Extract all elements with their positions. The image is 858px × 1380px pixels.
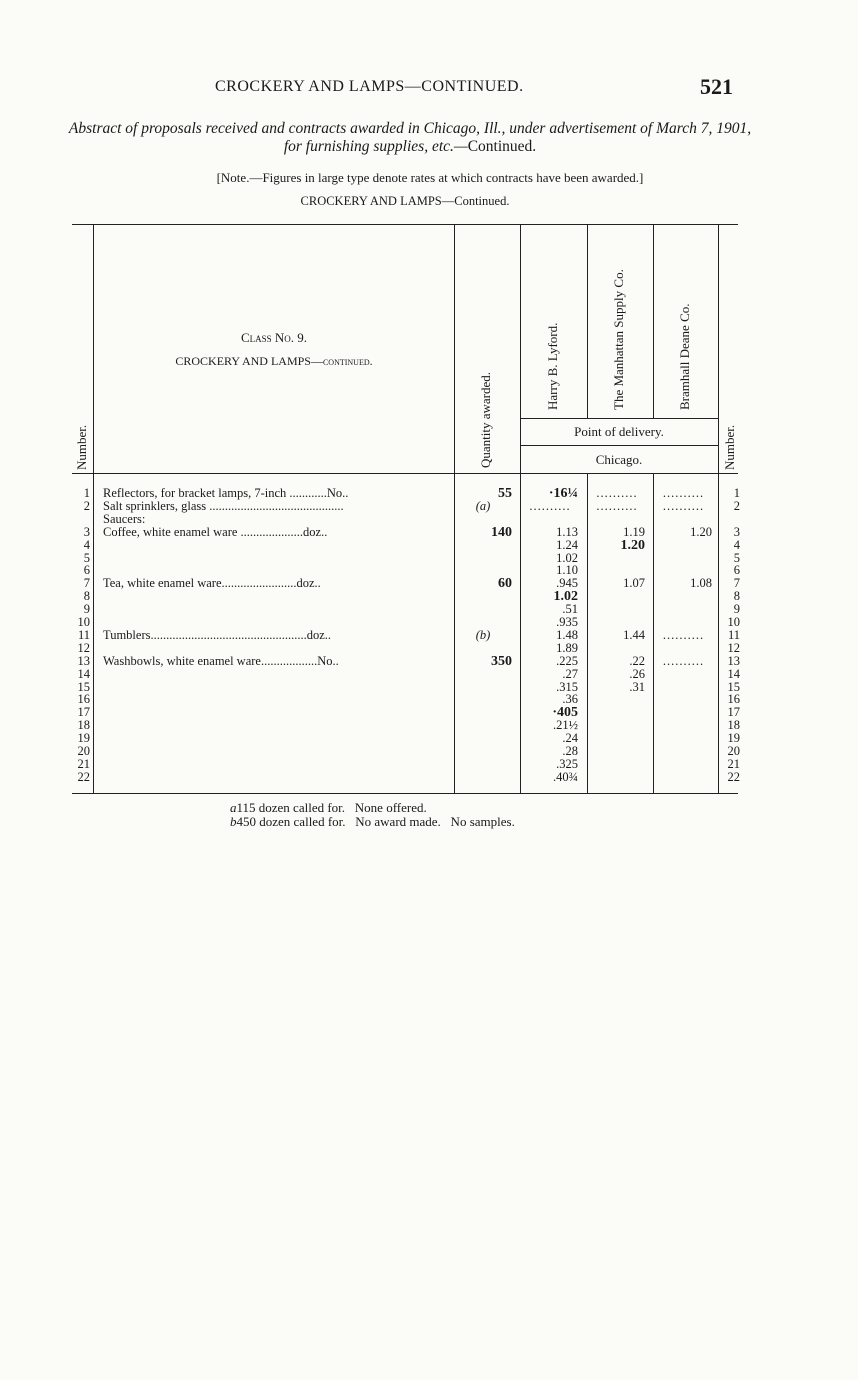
col-divider: [93, 224, 94, 793]
row-number-right: 15: [727, 679, 740, 694]
col-divider: [653, 224, 654, 418]
bid-lyford: .28: [562, 744, 578, 758]
quantity-awarded: 140: [491, 524, 512, 540]
bidder-header-lyford: Harry B. Lyford.: [545, 322, 560, 410]
row-number-left: 19: [77, 731, 90, 746]
row-number-right: 9: [733, 602, 740, 617]
item-description: Reflectors, for bracket lamps, 7-inch ............No..: [103, 486, 349, 500]
col-divider: [718, 224, 719, 793]
bid-manhattan: 1.19: [623, 524, 645, 539]
row-number-right: 22: [727, 769, 740, 784]
row-number-left: 12: [77, 640, 90, 655]
row-number-left: 4: [83, 537, 90, 552]
abstract-italic: Abstract of proposals received and contracts awarded in Chicago, Ill., under advertisement of March 7, 1901, for furnishing supplies, etc.—: [68, 120, 752, 155]
number-header-left: Number.: [74, 424, 89, 470]
bid-lyford: ·16¼: [548, 486, 578, 501]
bid-lyford: .315: [556, 679, 578, 694]
table-bottom-rule: [72, 793, 738, 794]
delivery-mid-rule: [520, 445, 718, 446]
bid-bramhall: ..........: [662, 498, 705, 513]
bid-lyford: 1.02: [556, 550, 578, 565]
bid-manhattan: 1.20: [620, 537, 645, 553]
row-number-right: 7: [733, 576, 740, 591]
row-number-left: 2: [83, 498, 90, 513]
row-number-left: 15: [77, 679, 90, 694]
row-number-left: 11: [77, 627, 90, 642]
col-divider: [587, 224, 588, 418]
bid-bramhall: ..........: [662, 653, 705, 668]
table-header-rule: [72, 473, 738, 474]
footnote: [230, 801, 427, 814]
bid-lyford: ..........: [529, 498, 571, 513]
item-description: Washbowls, white enamel ware..................No..: [103, 653, 339, 668]
row-number-left: 8: [83, 589, 90, 604]
row-number-right: 21: [727, 756, 740, 771]
bid-lyford: .325: [556, 756, 578, 771]
delivery-city: Chicago.: [595, 452, 643, 467]
delivery-top-rule: [520, 418, 718, 419]
row-number-right: 18: [727, 718, 740, 733]
bid-bramhall: ..........: [662, 627, 705, 642]
row-number-right: 8: [733, 589, 740, 604]
quantity-awarded: 60: [498, 576, 512, 592]
table-top-rule: [72, 224, 738, 225]
bid-lyford: .945: [556, 576, 578, 591]
bid-lyford: .27: [562, 666, 578, 681]
bid-manhattan: ..........: [596, 498, 638, 513]
row-number-left: 9: [83, 602, 90, 617]
row-number-left: 20: [77, 744, 90, 758]
item-description: Coffee, white enamel ware ....................doz..: [103, 524, 328, 539]
quantity-header: Quantity awarded.: [478, 371, 493, 468]
row-number-right: 5: [733, 550, 740, 565]
row-number-left: 3: [83, 524, 90, 539]
item-description: Tea, white enamel ware........................doz..: [103, 576, 321, 591]
row-number-left: 18: [77, 718, 90, 733]
bid-manhattan: .22: [629, 653, 645, 668]
bid-bramhall: 1.08: [690, 576, 712, 591]
bid-lyford: 1.48: [556, 627, 578, 642]
row-number-right: 4: [733, 537, 740, 552]
row-number-left: 5: [83, 550, 90, 565]
footnote: [230, 815, 515, 828]
bid-lyford: 1.24: [556, 537, 578, 552]
row-number-left: 13: [77, 653, 90, 668]
note: [Note.—Figures in large type denote rates at which contracts have been awarded.]: [216, 170, 644, 185]
row-number-right: 10: [727, 615, 740, 629]
bid-bramhall: ..........: [662, 486, 705, 500]
row-number-left: 7: [83, 576, 90, 591]
col-divider: [653, 473, 654, 793]
class-title: Class No. 9.: [240, 330, 308, 345]
row-number-right: 16: [727, 692, 740, 707]
item-description: Tumblers..................................................doz..: [103, 627, 332, 642]
bid-lyford: 1.13: [556, 524, 578, 539]
bid-lyford: .36: [562, 692, 578, 707]
bid-lyford: .225: [556, 653, 578, 668]
quantity-awarded: (a): [475, 498, 491, 513]
point-of-delivery: Point of delivery.: [574, 424, 664, 439]
bid-manhattan: .31: [629, 679, 645, 694]
bid-lyford: 1.02: [553, 589, 578, 605]
row-number-right: 2: [733, 498, 740, 513]
footnote-text: 450 dozen called for. No award made. No samples.: [236, 814, 515, 829]
item-description: Saucers:: [103, 511, 146, 526]
bid-manhattan: .26: [629, 666, 645, 681]
bid-manhattan: ..........: [596, 486, 638, 500]
bid-lyford: .24: [562, 731, 578, 746]
quantity-awarded: 55: [498, 486, 512, 501]
bid-lyford: .21½: [553, 718, 578, 733]
abstract-tail: Continued.: [467, 138, 537, 155]
bid-bramhall: 1.20: [690, 524, 712, 539]
class-subtitle: CROCKERY AND LAMPS—continued.: [175, 354, 373, 368]
row-number-right: 14: [727, 666, 740, 681]
bid-lyford: 1.10: [556, 563, 578, 578]
page-number: 521: [700, 74, 733, 99]
bidder-header-bramhall: Bramhall Deane Co.: [677, 303, 692, 410]
bid-lyford: .51: [562, 602, 578, 617]
row-number-left: 14: [77, 666, 90, 681]
bid-lyford: 1.89: [556, 640, 578, 655]
row-number-left: 17: [77, 705, 90, 720]
bidder-header-manhattan: The Manhattan Supply Co.: [611, 269, 626, 410]
quantity-awarded: (b): [475, 627, 491, 642]
running-title: CROCKERY AND LAMPS—CONTINUED.: [215, 78, 524, 95]
row-number-right: 17: [727, 705, 740, 720]
row-number-left: 1: [83, 486, 90, 500]
bid-manhattan: 1.44: [623, 627, 645, 642]
abstract-caption: [60, 120, 760, 156]
row-number-right: 19: [727, 731, 740, 746]
row-number-left: 6: [83, 563, 90, 578]
row-number-right: 1: [733, 486, 740, 500]
row-number-left: 22: [77, 769, 90, 784]
item-description: Salt sprinklers, glass ...........................................: [103, 498, 344, 513]
footnote-mark: b: [230, 814, 237, 829]
bid-lyford: .40¾: [553, 769, 578, 784]
bid-manhattan: 1.07: [623, 576, 645, 591]
row-number-right: 3: [733, 524, 740, 539]
row-number-left: 21: [77, 756, 90, 771]
row-number-right: 20: [727, 744, 740, 758]
section-subheading: CROCKERY AND LAMPS—Continued.: [300, 194, 510, 208]
quantity-awarded: 350: [491, 653, 512, 669]
row-number-left: 10: [77, 615, 90, 629]
row-number-left: 16: [77, 692, 90, 707]
row-number-right: 13: [727, 653, 740, 668]
footnote-text: 115 dozen called for. None offered.: [236, 800, 427, 815]
row-number-right: 12: [727, 640, 740, 655]
bid-lyford: ·405: [552, 705, 578, 721]
row-number-right: 11: [727, 627, 740, 642]
col-divider: [587, 473, 588, 793]
bid-lyford: .935: [556, 615, 578, 629]
number-header-right: Number.: [722, 424, 737, 470]
footnote-mark: a: [230, 800, 237, 815]
col-divider: [454, 224, 455, 793]
col-divider: [520, 224, 521, 793]
row-number-right: 6: [733, 563, 740, 578]
